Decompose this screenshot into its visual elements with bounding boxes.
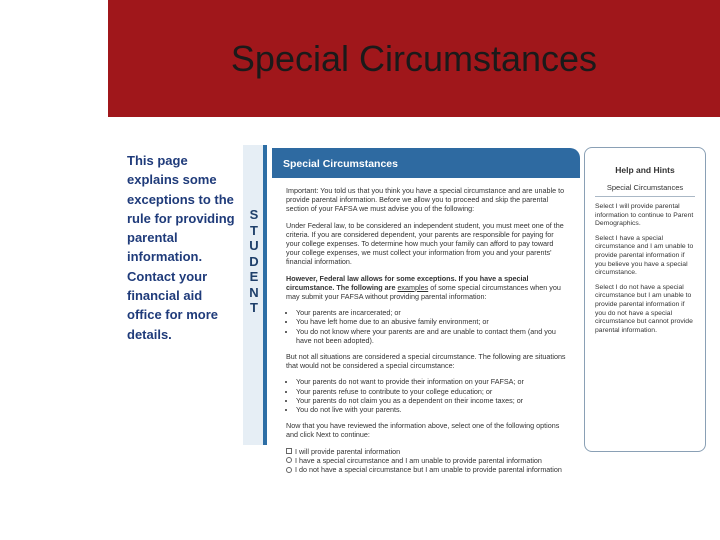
list-item: • You do not live with your parents. — [296, 405, 568, 414]
federal-law-text: Under Federal law, to be considered an independent student, you must meet one of the criteria. If you are considered dependent, your parents are responsible for paying for your college expenses. To determine how much your family can afford to pay toward your college expenses, we must collect your information from you and your parents' financial information. — [286, 220, 564, 267]
help-title: Help and Hints — [615, 165, 675, 175]
student-sidebar — [243, 145, 267, 445]
option-label: I do not have a special circumstance but I am unable to provide parental information — [295, 465, 562, 475]
slide-description: This page explains some exceptions to the rule for providing parental information. Contact your financial aid office for more details. — [127, 153, 235, 342]
option-provide[interactable] — [286, 447, 568, 456]
side-letter: U — [249, 238, 259, 253]
list-item: • Your parents are incarcerated; or — [296, 308, 568, 317]
help-item: Select I will provide parental information to continue to Parent Demographics. — [595, 203, 694, 228]
help-body — [585, 197, 705, 335]
exceptions-lead: However, Federal law allows for some exceptions. If you have a special circumstance. The following are — [286, 273, 529, 292]
help-subtitle: Special Circumstances — [595, 183, 695, 197]
option-label: I will provide parental information — [295, 446, 401, 456]
slide-title: Special Circumstances — [230, 38, 598, 79]
radio-icon[interactable] — [286, 467, 292, 473]
side-letter: N — [249, 284, 259, 300]
option-special[interactable] — [286, 456, 568, 465]
side-letter: T — [250, 300, 258, 315]
exceptions-tail: of some special circumstances when you may submit your FAFSA without providing parental information: — [286, 282, 561, 302]
list-item: • Your parents do not claim you as a dependent on their income taxes; or — [296, 396, 568, 405]
examples-link[interactable]: examples — [397, 282, 429, 292]
intro-text: Important: You told us that you think you have a special circumstance and are unable to provide parental information. Before we allow you to proceed and skip the parental section of your FAFSA we must advise you of the following: — [286, 186, 565, 214]
side-letter: S — [249, 207, 259, 222]
examples-list — [286, 308, 568, 345]
help-item: Select I have a special circumstance and I am unable to provide parental information if you believe you have a special circumstance. — [595, 234, 694, 277]
radio-icon[interactable] — [286, 457, 292, 463]
list-item: • You have left home due to an abusive family environment; or — [296, 317, 568, 326]
side-letter: T — [250, 222, 258, 238]
main-panel — [272, 148, 580, 537]
main-body — [272, 178, 580, 474]
not-special-lead: But not all situations are considered a special circumstance. The following are situations that would not be considered a special circumstance: — [286, 352, 566, 371]
checkbox-icon[interactable] — [286, 448, 292, 454]
list-item: • You do not know where your parents are and are unable to contact them (and you have not been adopted). — [296, 327, 568, 345]
option-no-special[interactable] — [286, 465, 568, 474]
list-item: • Your parents do not want to provide their information on your FAFSA; or — [296, 377, 568, 386]
not-special-list — [286, 377, 568, 414]
main-header: Special Circumstances — [272, 148, 580, 178]
option-label: I have a special circumstance and I am unable to provide parental information — [295, 455, 542, 465]
fafsa-screenshot — [243, 145, 708, 537]
help-panel — [584, 147, 706, 452]
exceptions-text — [286, 274, 568, 302]
choose-prompt: Now that you have reviewed the information above, select one of the following options and click Next to continue: — [286, 421, 560, 440]
help-item: Select I do not have a special circumstance but I am unable to provide parental information if you do not have a special circumstance but cannot provide parental information. — [595, 283, 693, 334]
side-letter: E — [249, 269, 259, 284]
side-letter: D — [249, 253, 259, 269]
list-item: • Your parents refuse to contribute to your college education; or — [296, 387, 568, 396]
student-letters — [247, 207, 261, 316]
